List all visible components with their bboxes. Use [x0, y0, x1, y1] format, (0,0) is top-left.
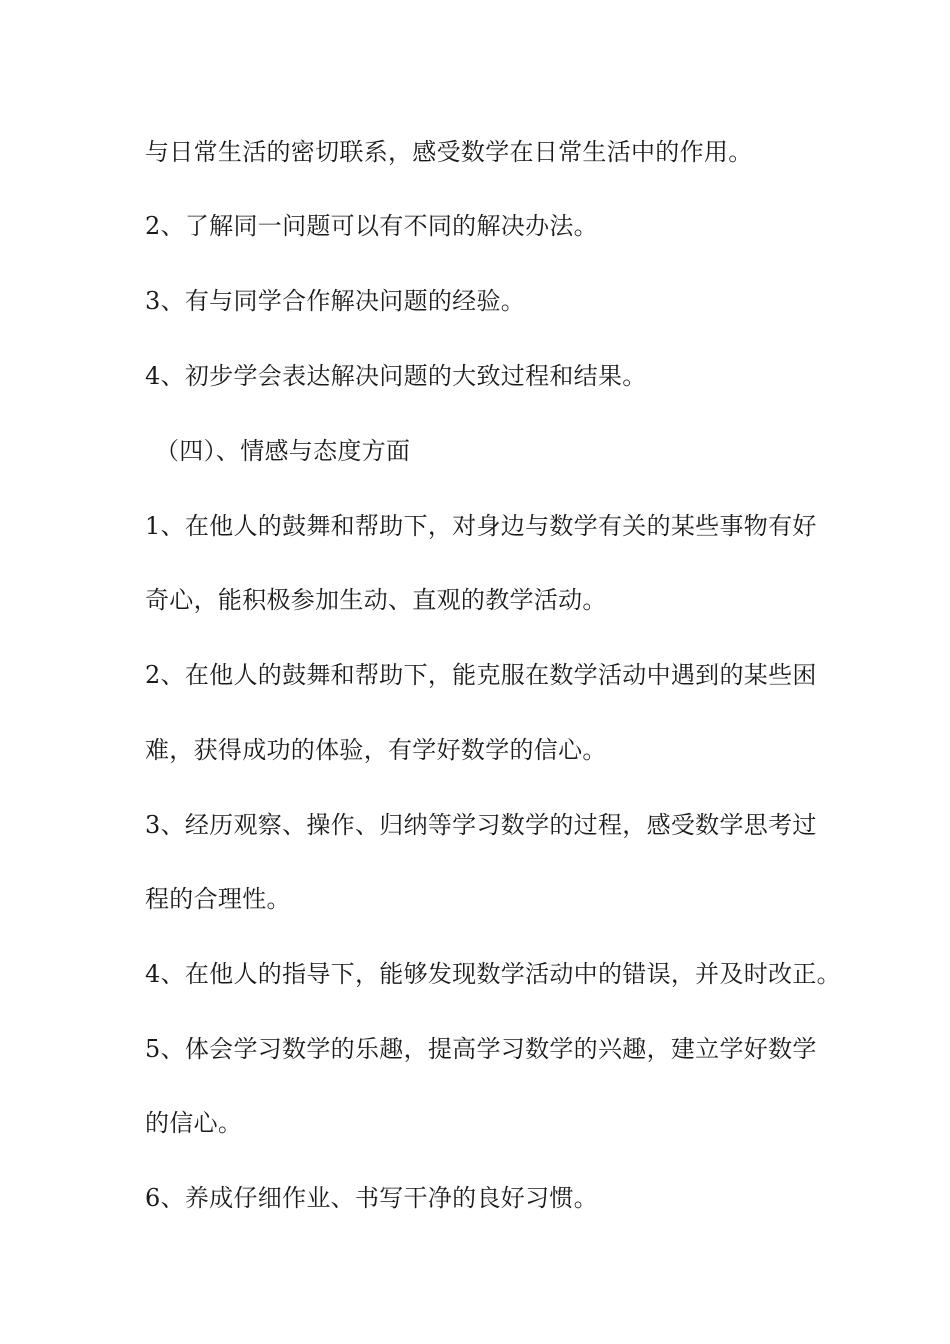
text-line: 的信心。 [145, 1109, 243, 1137]
text-line: 程的合理性。 [145, 885, 291, 913]
text-line: 2、了解同一问题可以有不同的解决办法。 [145, 212, 598, 240]
text-line: 4、在他人的指导下，能够发现数学活动中的错误，并及时改正。 [145, 960, 841, 988]
text-line: 5、体会学习数学的乐趣，提高学习数学的兴趣，建立学好数学 [145, 1035, 817, 1063]
section-heading: （四）、情感与态度方面 [155, 437, 411, 465]
text-line: 奇心，能积极参加生动、直观的教学活动。 [145, 586, 607, 614]
text-line: 与日常生活的密切联系，感受数学在日常生活中的作用。 [145, 138, 753, 166]
text-line: 2、在他人的鼓舞和帮助下，能克服在数学活动中遇到的某些困 [145, 661, 817, 689]
text-line: 难，获得成功的体验，有学好数学的信心。 [145, 736, 607, 764]
text-line: 3、有与同学合作解决问题的经验。 [145, 287, 526, 315]
text-line: 3、经历观察、操作、归纳等学习数学的过程，感受数学思考过 [145, 811, 817, 839]
text-line: 4、初步学会表达解决问题的大致过程和结果。 [145, 362, 647, 390]
text-line: 6、养成仔细作业、书写干净的良好习惯。 [145, 1184, 598, 1212]
text-line: 1、在他人的鼓舞和帮助下，对身边与数学有关的某些事物有好 [145, 512, 817, 540]
